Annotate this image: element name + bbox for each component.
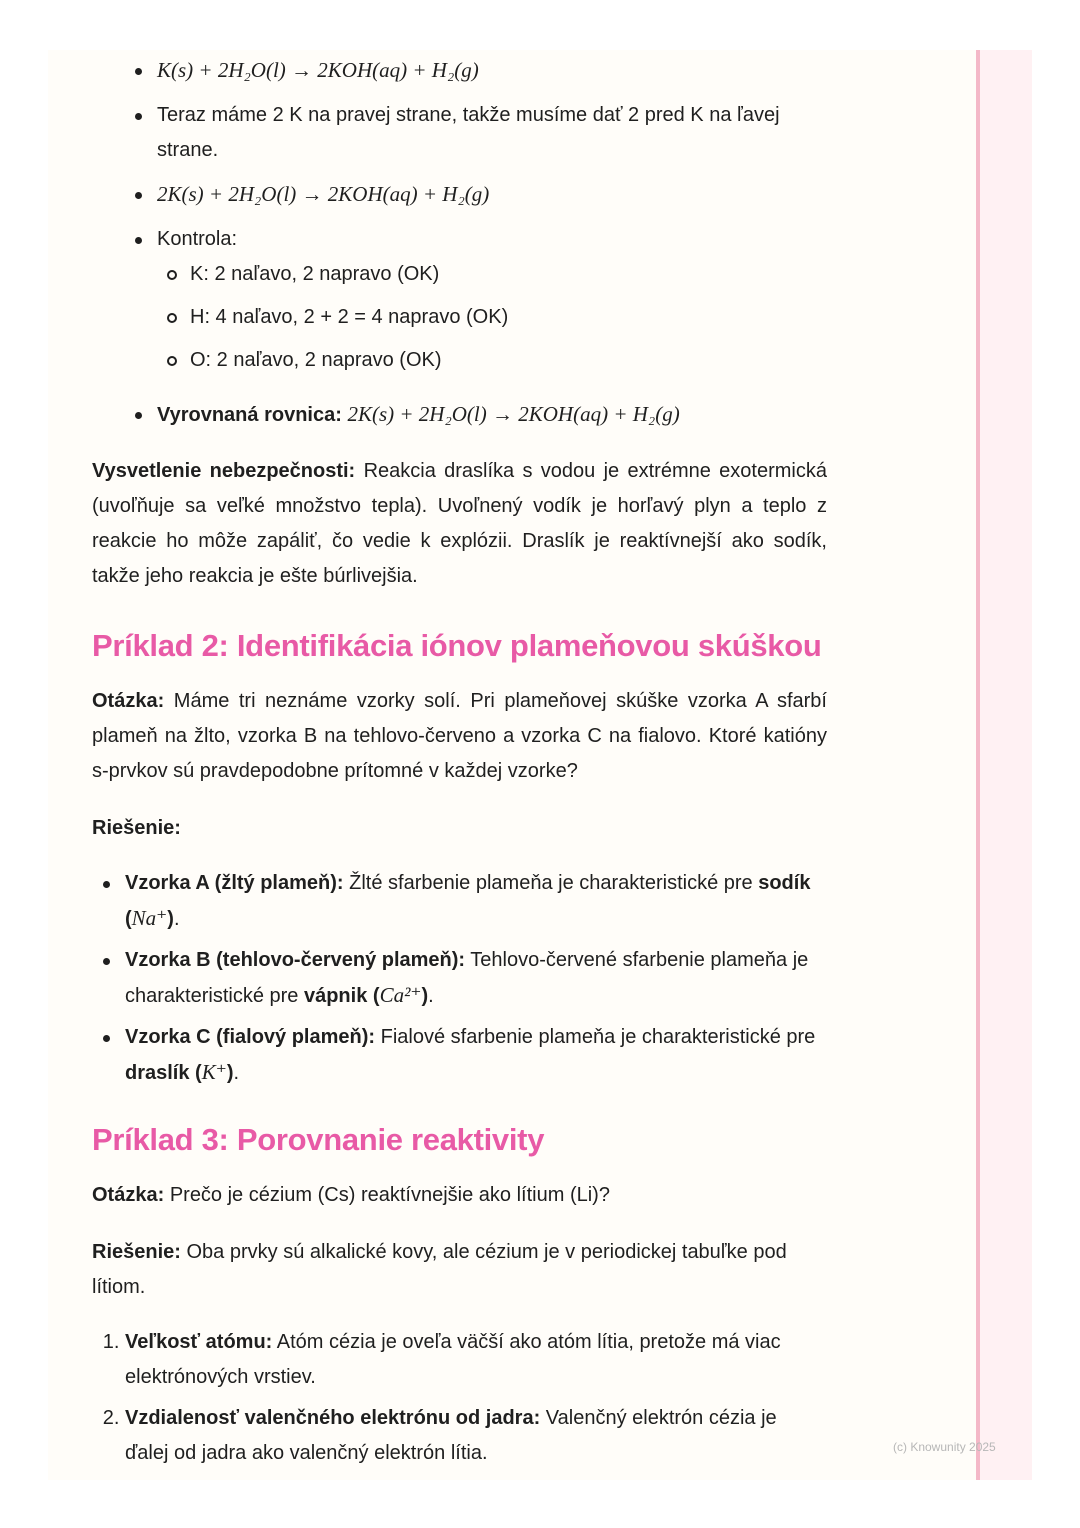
equation: K(s) + 2H₂O(l) → 2KOH(aq) + H₂(g) [157, 58, 479, 82]
example2-heading: Príklad 2: Identifikácia iónov plameňovou skúškou [92, 628, 822, 663]
check-text: O: 2 naľavo, 2 napravo (OK) [190, 349, 442, 371]
question-text: Máme tri neznáme vzorky solí. Pri plameňovej skúške vzorka A sfarbí plameň na žlto, vzorka B na tehlovo-červeno a vzorka C na fialovo. Ktoré katióny s-prvkov sú pravdepodobne prítomné v každej vzorke? [92, 690, 827, 782]
sample-label: Vzorka A (žltý plameň): [125, 872, 344, 894]
example3-solution [92, 1235, 827, 1305]
step-note: Teraz máme 2 K na pravej strane, takže musíme dať 2 pred K na ľavej strane. [157, 104, 780, 161]
reason-text: Atóm cézia je oveľa väčší ako atóm lítia, pretože má viac elektrónových vrstiev. [125, 1331, 781, 1388]
margin-band [976, 50, 1032, 1480]
balanced-equation: 2K(s) + 2H₂O(l) → 2KOH(aq) + H₂(g) [347, 402, 680, 426]
reason-label: Veľkosť atómu: [125, 1331, 273, 1353]
solution-label: Riešenie: [92, 1241, 181, 1263]
example3-question [92, 1178, 827, 1213]
list-item [125, 1401, 817, 1471]
danger-label: Vysvetlenie nebezpečnosti: [92, 460, 356, 482]
sample-text: Fialové sfarbenie plameňa je charakteristické pre [380, 1026, 816, 1048]
ion-formula: Ca²⁺ [379, 983, 422, 1007]
list-item: Vzorka A (žltý plameň): Žlté sfarbenie plameňa je charakteristické pre sodík (Na⁺). [125, 866, 817, 937]
list-item: Vzorka B (tehlovo-červený plameň): Tehlovo-červené sfarbenie plameňa je charakteristické pre vápnik (Ca²⁺). [125, 943, 817, 1014]
question-label: Otázka: [92, 690, 165, 712]
ion-formula: Na⁺ [131, 906, 168, 930]
check-item [190, 300, 827, 335]
sample-label: Vzorka B (tehlovo-červený plameň): [125, 949, 466, 971]
danger-paragraph [92, 454, 827, 594]
example2-solution-label [92, 811, 827, 846]
element-name: vápnik [303, 985, 368, 1007]
element-name: sodík [758, 872, 811, 894]
example3-heading: Príklad 3: Porovnanie reaktivity [92, 1122, 545, 1157]
check-label: Kontrola: [157, 228, 238, 250]
reason-text: Valenčný elektrón cézia je ďalej od jadra ako valenčný elektrón lítia. [125, 1407, 777, 1464]
list-item [157, 397, 827, 433]
list-item [125, 1325, 817, 1395]
check-text: H: 4 naľavo, 2 + 2 = 4 napravo (OK) [190, 306, 509, 328]
ion-formula: K⁺ [201, 1060, 227, 1084]
list-item [157, 177, 827, 213]
danger-text: Reakcia draslíka s vodou je extrémne exotermická (uvoľňuje sa veľké množstvo tepla). Uvoľnený vodík je horľavý plyn a teplo z reakcie ho môže zapáliť, čo vedie k explózii. Draslík je reaktívnejší ako sodík, takže jeho reakcia je ešte búrlivejšia. [92, 460, 827, 587]
flame-test-list [92, 866, 827, 1091]
sample-label: Vzorka C (fialový plameň): [125, 1026, 376, 1048]
sample-text: Žlté sfarbenie plameňa je charakteristické pre [349, 872, 753, 894]
question-label: Otázka: [92, 1184, 165, 1206]
solution-label: Riešenie: [92, 817, 181, 839]
equation: 2K(s) + 2H₂O(l) → 2KOH(aq) + H₂(g) [157, 182, 490, 206]
solution-text: Oba prvky sú alkalické kovy, ale cézium je v periodickej tabuľke pod lítiom. [92, 1241, 787, 1298]
question-text: Prečo je cézium (Cs) reaktívnejšie ako lítium (Li)? [169, 1184, 610, 1206]
list-item [157, 53, 827, 89]
margin-line [976, 50, 980, 1480]
reactivity-reasons-list [92, 1325, 827, 1471]
check-list [157, 257, 827, 378]
watermark: (c) Knowunity 2025 [893, 1440, 996, 1454]
example2-question [92, 684, 827, 789]
balancing-steps-list [92, 53, 827, 433]
sample-text: Tehlovo-červené sfarbenie plameňa je charakteristické pre [125, 949, 809, 1007]
list-item: Vzorka C (fialový plameň): Fialové sfarbenie plameňa je charakteristické pre draslík (K⁺). [125, 1020, 817, 1091]
list-item [157, 222, 827, 378]
balanced-label: Vyrovnaná rovnica: [157, 404, 342, 426]
document-content [92, 50, 827, 1471]
check-item [190, 343, 827, 378]
element-name: draslík [125, 1062, 190, 1084]
check-text: K: 2 naľavo, 2 napravo (OK) [190, 263, 440, 285]
check-item [190, 257, 827, 292]
reason-label: Vzdialenosť valenčného elektrónu od jadra: [125, 1407, 541, 1429]
list-item [157, 98, 827, 168]
